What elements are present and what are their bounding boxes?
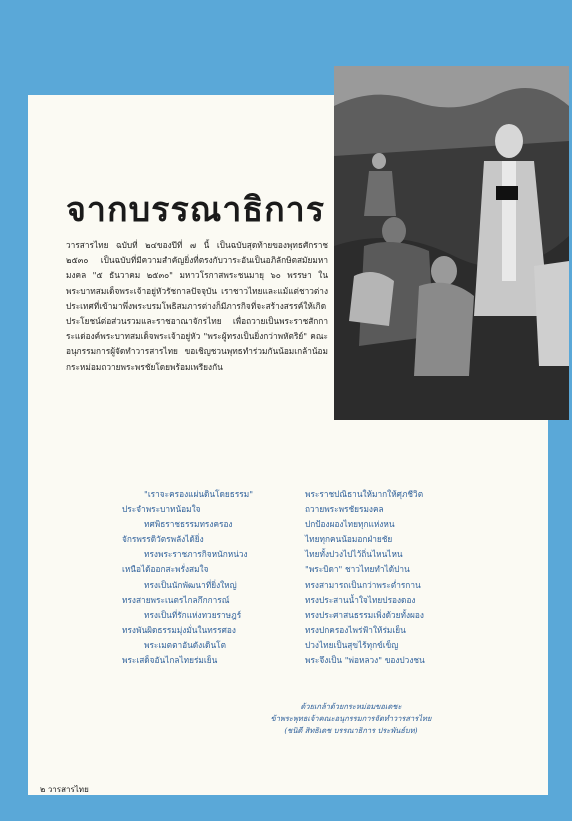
poem-line: พระราชปณิธานให้มากให้ศุภชีวิต [305,489,424,499]
poem-line: ทรงปกครองไพร่ฟ้าให้ร่มเย็น [305,624,406,635]
poem-line: "พระบิดา" ชาวไทยทำได้ปาน [305,564,410,575]
poem-line: พระจึงเป็น "พ่อหลวง" ของปวงชน [305,655,425,666]
signature-line: ด้วยเกล้าด้วยกระหม่อมขอเดชะ [300,702,402,711]
poem-line: ไทยทุกคนน้อมอกฝ่ายชัย [305,534,393,545]
signature-block [196,701,506,738]
poem-line: ปวงไทยเป็นสุขไร้ทุกข์เข็ญ [305,639,399,650]
poem-line: ทรงเป็นนักพัฒนาที่ยิ่งใหญ่ [144,579,237,590]
signature-line: (ชนิดี สิทธิเดช บรรณาธิการ ประพันธ์บท) [284,726,418,736]
signature-line: ข้าพระพุทธเจ้าคณะอนุกรรมการจัดทำวารสารไทย [270,714,432,724]
poem-line: ทรงพระราชภารกิจหนักหน่วง [144,549,248,560]
poem-line: เหนือได้ออกสะพรั่งสมใจ [122,564,209,575]
editorial-body: วารสารไทย ฉบับที่ ๒๔ของปีที่ ๗ นี้ เป็นฉบับสุดท้ายของพุทธศักราช ๒๕๓๐ เป็นฉบับที่มีความสำคัญยิ่งที่ตรงกับวาระอันเป็นอภิลักษิตสมัยมหามงคล "๕ ธันวาคม ๒๕๓๐" มหาวโรกาสพระชนมายุ ๖๐ พรรษา ในพระบาทสมเด็จพระเจ้าอยู่หัวรัชกาลปัจจุบัน เราชาวไทยและแม้แต่ชาวต่างประเทศที่เข้ามาพึ่งพระบรมโพธิสมภารต่างก็มีภารกิจที่จะสร้างสรรค์ให้เกิดประโยชน์ต่อส่วนรวมและราชอาณาจักรไทย เพื่อถวายเป็นพระราชสักการะแด่องค์พระบาทสมเด็จพระเจ้าอยู่หัว "พระผู้ทรงเป็นยิ่งกว่าพหัตริย์" คณะอนุกรรมการผู้จัดทำวารสารไทย ขอเชิญชวนพุทธทำร่วมกันน้อมเกล้าน้อมกระหม่อมถวายพระพรชัยโดยพร้อมเพรียงกัน [66,240,328,372]
page-footer: ๒ วารสารไทย [40,785,89,794]
poem-line: ถวายพระพรชัยรมงคล [305,504,384,515]
poem-line: ทรงประศาสนธรรมเพิ่งด้วยทั้งผอง [305,609,424,620]
poem-line: พระเมตตาอันดังเดินโต [144,639,226,650]
poem-line: จักรพรรดิวัตรพลังได้ยิ่ง [122,534,204,545]
poem-line: "เราจะครองแผ่นดินโดยธรรม" [144,489,254,499]
photograph [334,66,569,420]
poem-line: ทรงประสานน้ำใจไทยปรองดอง [305,594,416,605]
poem-line: ปกป้องผองไทยทุกแห่งหน [305,519,395,530]
poem-line: ทรงเป็นที่รักแห่งทวยราษฎร์ [144,609,242,620]
page-title: จากบรรณาธิการ [66,190,326,230]
poem-line: ประจำพระบาทน้อมใจ [122,504,201,515]
poem-line: ทรงสามารถเป็นกว่าพระต่ำรกาน [305,579,421,590]
poem-line: ทรงพันผิดธรรมมุ่งมั่นในทรรศอง [122,624,236,635]
poem-line: พระเสด็จอันไกลไทยร่มเย็น [122,655,218,666]
poem-line: ไทยทั้งปวงไปไว้ถิ่นไหนไหน [305,549,403,560]
poem-line: ทศพิธราชธรรมทรงครอง [144,519,233,530]
poem-line: ทรงสายพระเนตรไกลกึกการณ์ [122,594,230,605]
poem-left-column [122,487,317,668]
poem-right-column [305,487,500,668]
